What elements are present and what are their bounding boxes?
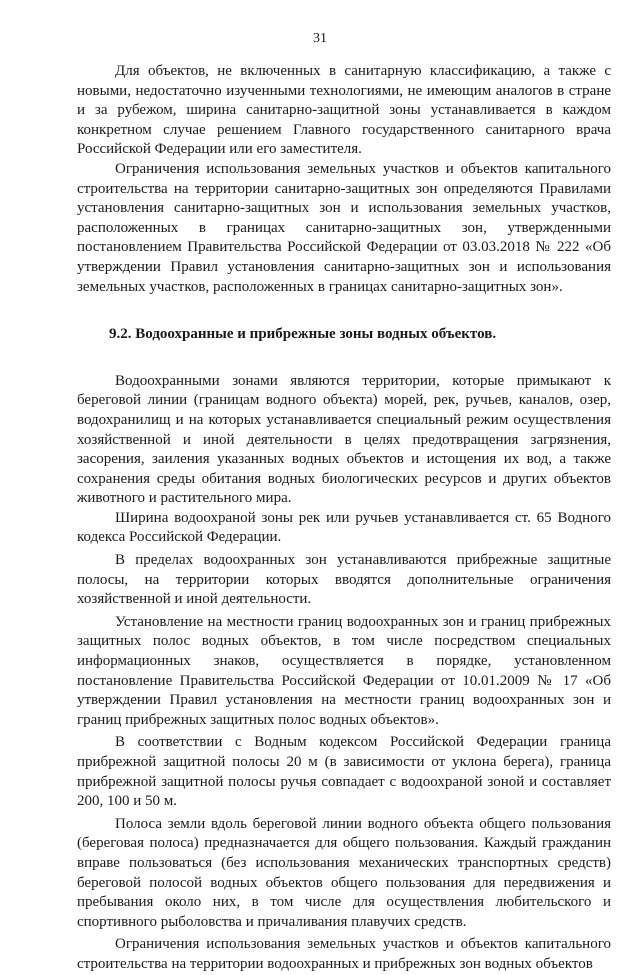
paragraph-shore-strip: Полоса земли вдоль береговой линии водного объекта общего пользования (береговая полоса) предназначается для общего пользования. Каждый гражданин вправе пользоваться (без использования механических транспортных средств) береговой полосой водных объектов общего пользования для передвижения и пребывания около них, в том числе для осуществления любительского и спортивного рыболовства и причаливания плавучих средств. [77, 815, 611, 930]
section-heading: 9.2. Водоохранные и прибрежные зоны водных объектов. [109, 326, 497, 343]
paragraph-szz-restrictions: Ограничения использования земельных участков и объектов капитального строительства на территории санитарно-защитных зон определяются Правилами установления санитарно-защитных зон и использования земельных участков, расположенных в границах санитарно-защитных зон, утвержденными постановлением Правительства Российской Федерации от 03.03.2018 № 222 «Об утверждении Правил установления санитарно-защитных зон и использования земельных участков, расположенных в границах санитарно-защитных зон». [77, 160, 611, 295]
page-number: 31 [313, 31, 327, 46]
paragraph-new-objects-szz: Для объектов, не включенных в санитарную классификацию, а также с новыми, недостаточно изученными технологиями, не имеющим аналогов в стране и за рубежом, ширина санитарно-защитной зоны устанавливается в каждом конкретном случае решением Главного государственного санитарного врача Российской Федерации или его заместителя. [77, 63, 611, 158]
paragraph-zone-width: Ширина водоохраной зоны рек или ручьев устанавливается ст. 65 Водного кодекса Российской Федерации. [77, 509, 611, 546]
page-content [77, 62, 611, 975]
paragraph-coastal-strips: В пределах водоохранных зон устанавливаются прибрежные защитные полосы, на территории которых вводятся дополнительные ограничения хозяйственной и иной деятельности. [77, 552, 611, 608]
paragraph-land-use-restrictions: Ограничения использования земельных участков и объектов капитального строительства на территории водоохранных и прибрежных зон водных объектов [77, 936, 611, 972]
paragraph-water-code-boundary: В соответствии с Водным кодексом Российской Федерации граница прибрежной защитной полосы 20 м (в зависимости от уклона берега), граница прибрежной защитной полосы ручья совпадает с водоохраной зоной и составляет 200, 100 и 50 м. [77, 734, 611, 810]
paragraph-water-protection-zones-definition: Водоохранными зонами являются территории, которые примыкают к береговой линии (границам водного объекта) морей, рек, ручьев, каналов, озер, водохранилищ и на которых устанавливается специальный режим осуществления хозяйственной и иной деятельности в целях предотвращения загрязнения, засорения, заиления указанных водных объектов и истощения их вод, а также сохранения среды обитания водных биологических ресурсов и других объектов животного и растительного мира. [77, 372, 611, 507]
paragraph-boundary-establishment: Установление на местности границ водоохранных зон и границ прибрежных защитных полос водных объектов, в том числе посредством специальных информационных знаков, осуществляется в порядке, установленном постановление Правительства Российской Федерации от 10.01.2009 № 17 «Об утверждении Правил установления на местности границ водоохранных зон и границ прибрежных защитных полос водных объектов». [77, 613, 611, 728]
